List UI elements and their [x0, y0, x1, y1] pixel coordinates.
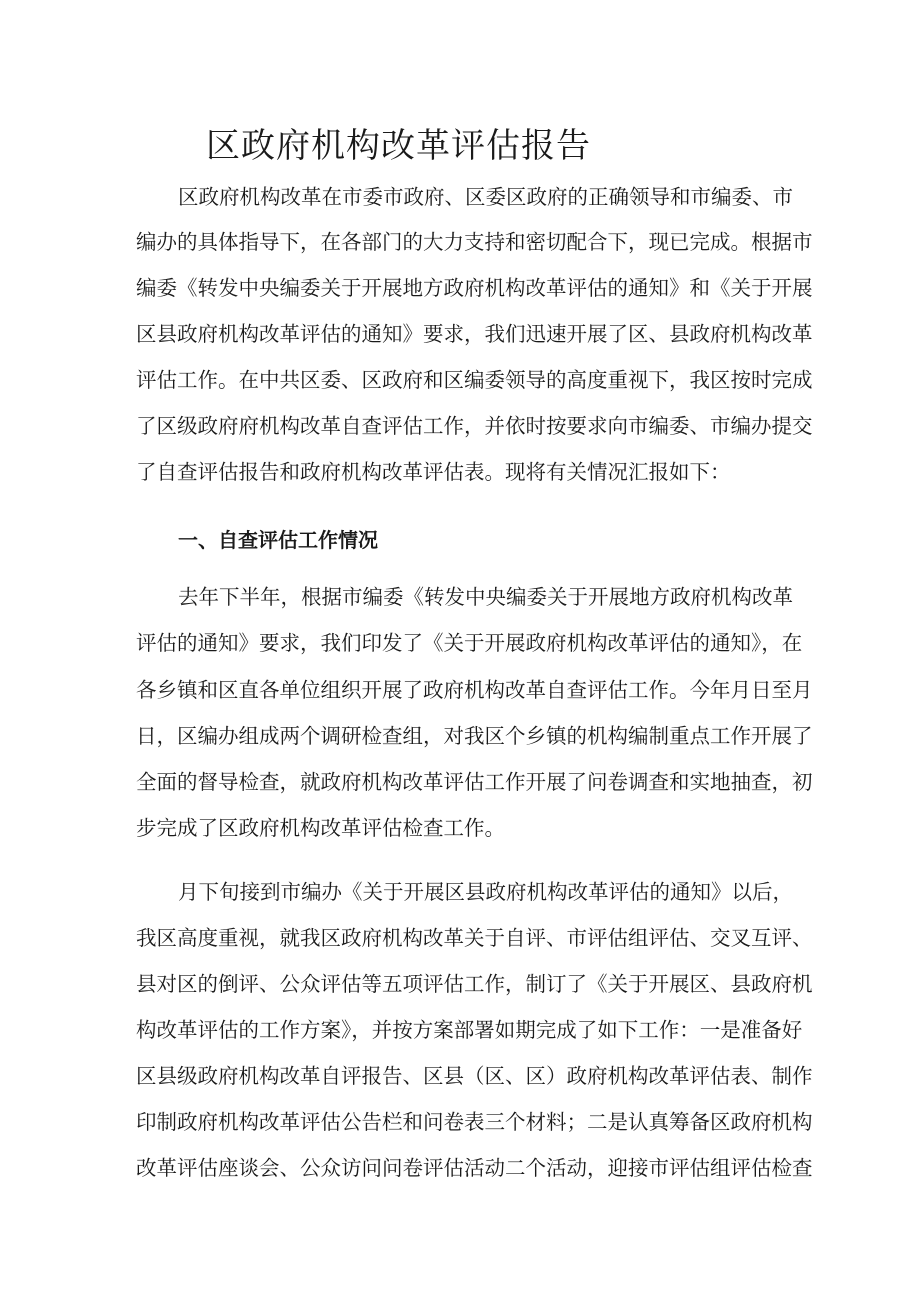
paragraph-line: 月下旬接到市编办《关于开展区县政府机构改革评估的通知》以后， [178, 880, 793, 904]
section-heading: 一、自查评估工作情况 [178, 528, 378, 552]
paragraph-line: 了自查评估报告和政府机构改革评估表。现将有关情况汇报如下： [136, 460, 731, 484]
paragraph-line: 编办的具体指导下，在各部门的大力支持和密切配合下，现已完成。根据市 [136, 230, 813, 254]
paragraph-line: 区县政府机构改革评估的通知》要求，我们迅速开展了区、县政府机构改革 [136, 322, 813, 346]
paragraph-line: 改革评估座谈会、公众访问问卷评估活动二个活动，迎接市评估组评估检查 [136, 1156, 813, 1180]
paragraph-line: 印制政府机构改革评估公告栏和问卷表三个材料；二是认真筹备区政府机构 [136, 1110, 813, 1134]
paragraph-line: 编委《转发中央编委关于开展地方政府机构改革评估的通知》和《关于开展 [136, 276, 813, 300]
paragraph-line: 评估的通知》要求，我们印发了《关于开展政府机构改革评估的通知》，在 [136, 631, 803, 655]
paragraph-line: 评估工作。在中共区委、区政府和区编委领导的高度重视下，我区按时完成 [136, 368, 813, 392]
paragraph-line: 去年下半年，根据市编委《转发中央编委关于开展地方政府机构改革 [178, 585, 793, 609]
paragraph-line: 日，区编办组成两个调研检查组，对我区个乡镇的机构编制重点工作开展了 [136, 724, 813, 748]
paragraph-line: 区政府机构改革在市委市政府、区委区政府的正确领导和市编委、市 [178, 185, 793, 209]
paragraph-line: 区县级政府机构改革自评报告、区县（区、区）政府机构改革评估表、制作 [136, 1064, 813, 1088]
paragraph-line: 了区级政府府机构改革自查评估工作，并依时按要求向市编委、市编办提交 [136, 414, 813, 438]
paragraph-line: 县对区的倒评、公众评估等五项评估工作，制订了《关于开展区、县政府机 [136, 972, 813, 996]
paragraph-line: 步完成了区政府机构改革评估检查工作。 [136, 816, 505, 840]
paragraph-line: 各乡镇和区直各单位组织开展了政府机构改革自查评估工作。今年月日至月 [136, 678, 813, 702]
paragraph-line: 构改革评估的工作方案》，并按方案部署如期完成了如下工作：一是准备好 [136, 1018, 803, 1042]
paragraph-line: 全面的督导检查，就政府机构改革评估工作开展了问卷调查和实地抽查，初 [136, 770, 813, 794]
document-title: 区政府机构改革评估报告 [206, 126, 591, 166]
paragraph-line: 我区高度重视，就我区政府机构改革关于自评、市评估组评估、交叉互评、 [136, 926, 813, 950]
